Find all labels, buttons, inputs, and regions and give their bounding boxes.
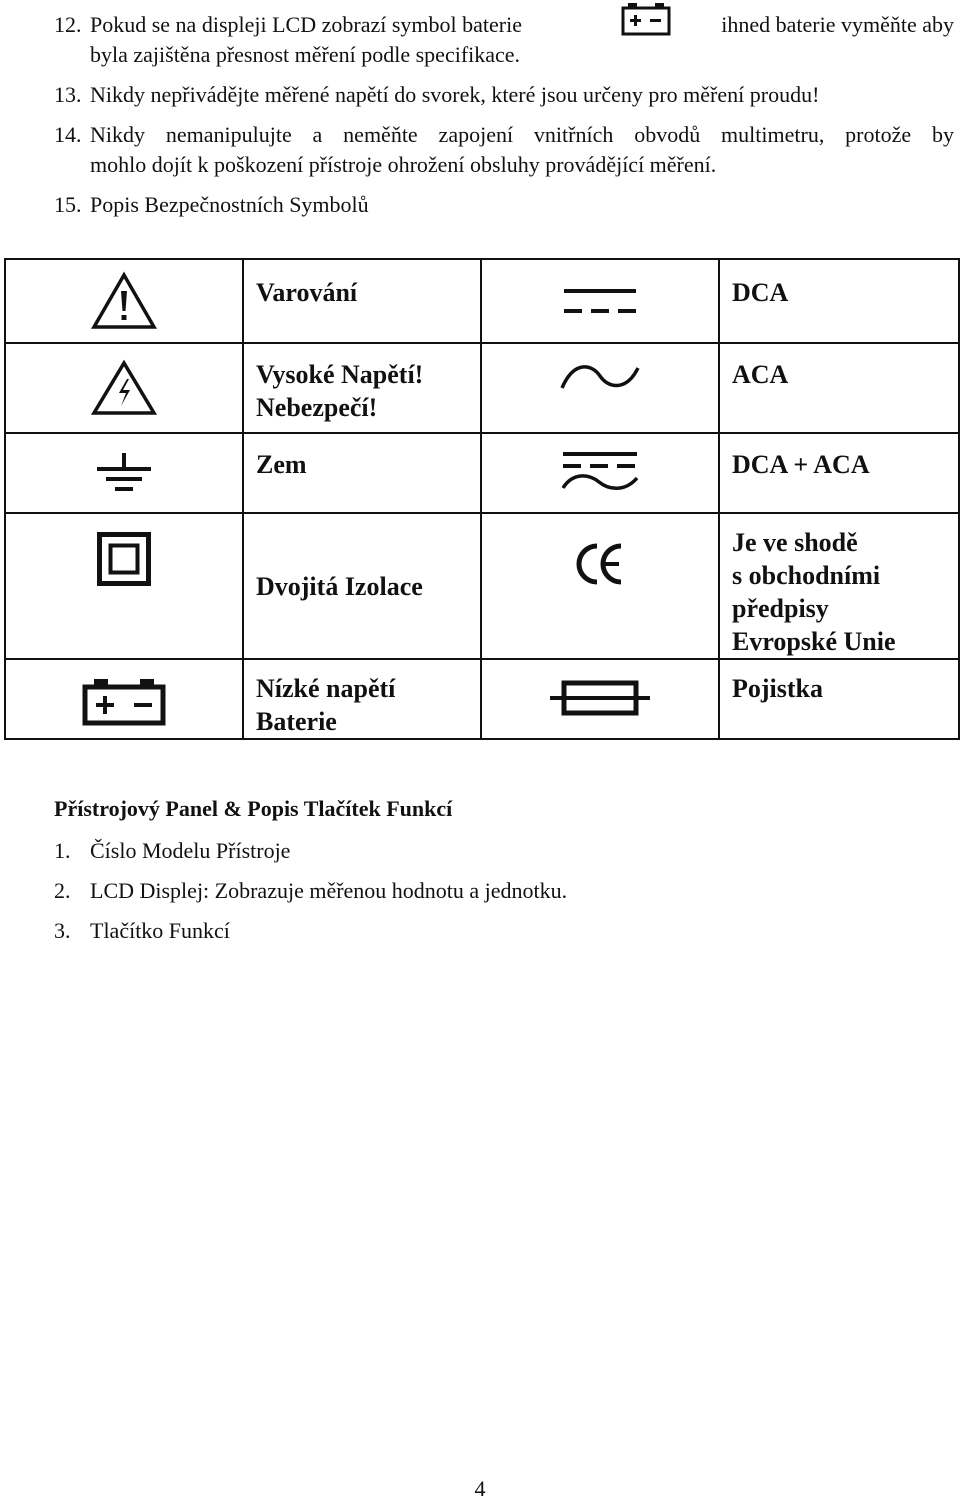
item-text: Nikdy nemanipulujte a neměňte zapojení vnitřních obvodů multimetru, protože by: [90, 122, 954, 147]
item-number: 12.: [54, 12, 82, 37]
dca-label: DCA: [719, 259, 959, 343]
table-row: [5, 659, 959, 739]
battery-icon: [5, 659, 243, 739]
page-number: 4: [474, 1476, 486, 1501]
table-row: [5, 513, 959, 659]
list-item-13: [54, 80, 954, 110]
ground-icon: [5, 433, 243, 513]
list-item-14: [54, 120, 954, 180]
item-text: LCD Displej: Zobrazuje měřenou hodnotu a jednotku.: [90, 878, 568, 903]
double-insulation-label: Dvojitá Izolace: [243, 513, 481, 659]
list-item: [54, 878, 567, 904]
dc-ac-icon: [481, 433, 719, 513]
fuse-label: Pojistka: [719, 659, 959, 739]
low-battery-label: Nízké napětí Baterie: [243, 659, 481, 739]
item-number: 1.: [54, 838, 71, 863]
list-item: [54, 918, 230, 944]
double-insulation-icon: [5, 513, 243, 659]
warning-label: Varování: [243, 259, 481, 343]
item-text-line2: byla zajištěna přesnost měření podle specifikace.: [90, 42, 521, 67]
aca-label: ACA: [719, 343, 959, 433]
list-item-12: [54, 10, 954, 70]
table-row: [5, 343, 959, 433]
item-text: Tlačítko Funkcí: [90, 918, 230, 943]
item-text-line2: mohlo dojít k poškození přístroje ohrožení obsluhy provádějící měření.: [90, 152, 717, 177]
fuse-icon: [481, 659, 719, 739]
ac-icon: [481, 343, 719, 433]
item-number: 3.: [54, 918, 71, 943]
item-number: 2.: [54, 878, 71, 903]
item-number: 13.: [54, 82, 82, 107]
dc-icon: [481, 259, 719, 343]
item-text: Popis Bezpečnostních Symbolů: [90, 192, 369, 217]
item-text: Pokud se na displeji LCD zobrazí symbol baterie: [90, 12, 522, 37]
list-item: [54, 838, 290, 864]
high-voltage-icon: [5, 343, 243, 433]
warning-triangle-icon: [5, 259, 243, 343]
table-row: [5, 259, 959, 343]
ground-label: Zem: [243, 433, 481, 513]
ce-label: Je ve shodě s obchodními předpisy Evropské Unie: [719, 513, 959, 659]
section-title: Přístrojový Panel & Popis Tlačítek Funkcí: [54, 796, 453, 821]
ce-mark-icon: [481, 513, 719, 659]
item-number: 15.: [54, 192, 82, 217]
dca-aca-label: DCA + ACA: [719, 433, 959, 513]
table-row: [5, 433, 959, 513]
item-text: Číslo Modelu Přístroje: [90, 838, 291, 863]
item-text-continued: ihned baterie vyměňte aby: [721, 12, 954, 37]
item-text: Nikdy nepřivádějte měřené napětí do svorek, které jsou určeny pro měření proudu!: [90, 82, 820, 107]
safety-symbols-table: [4, 258, 960, 740]
battery-icon: [621, 2, 671, 36]
list-item-15: [54, 190, 954, 220]
high-voltage-label: Vysoké Napětí! Nebezpečí!: [243, 343, 481, 433]
item-number: 14.: [54, 122, 82, 147]
